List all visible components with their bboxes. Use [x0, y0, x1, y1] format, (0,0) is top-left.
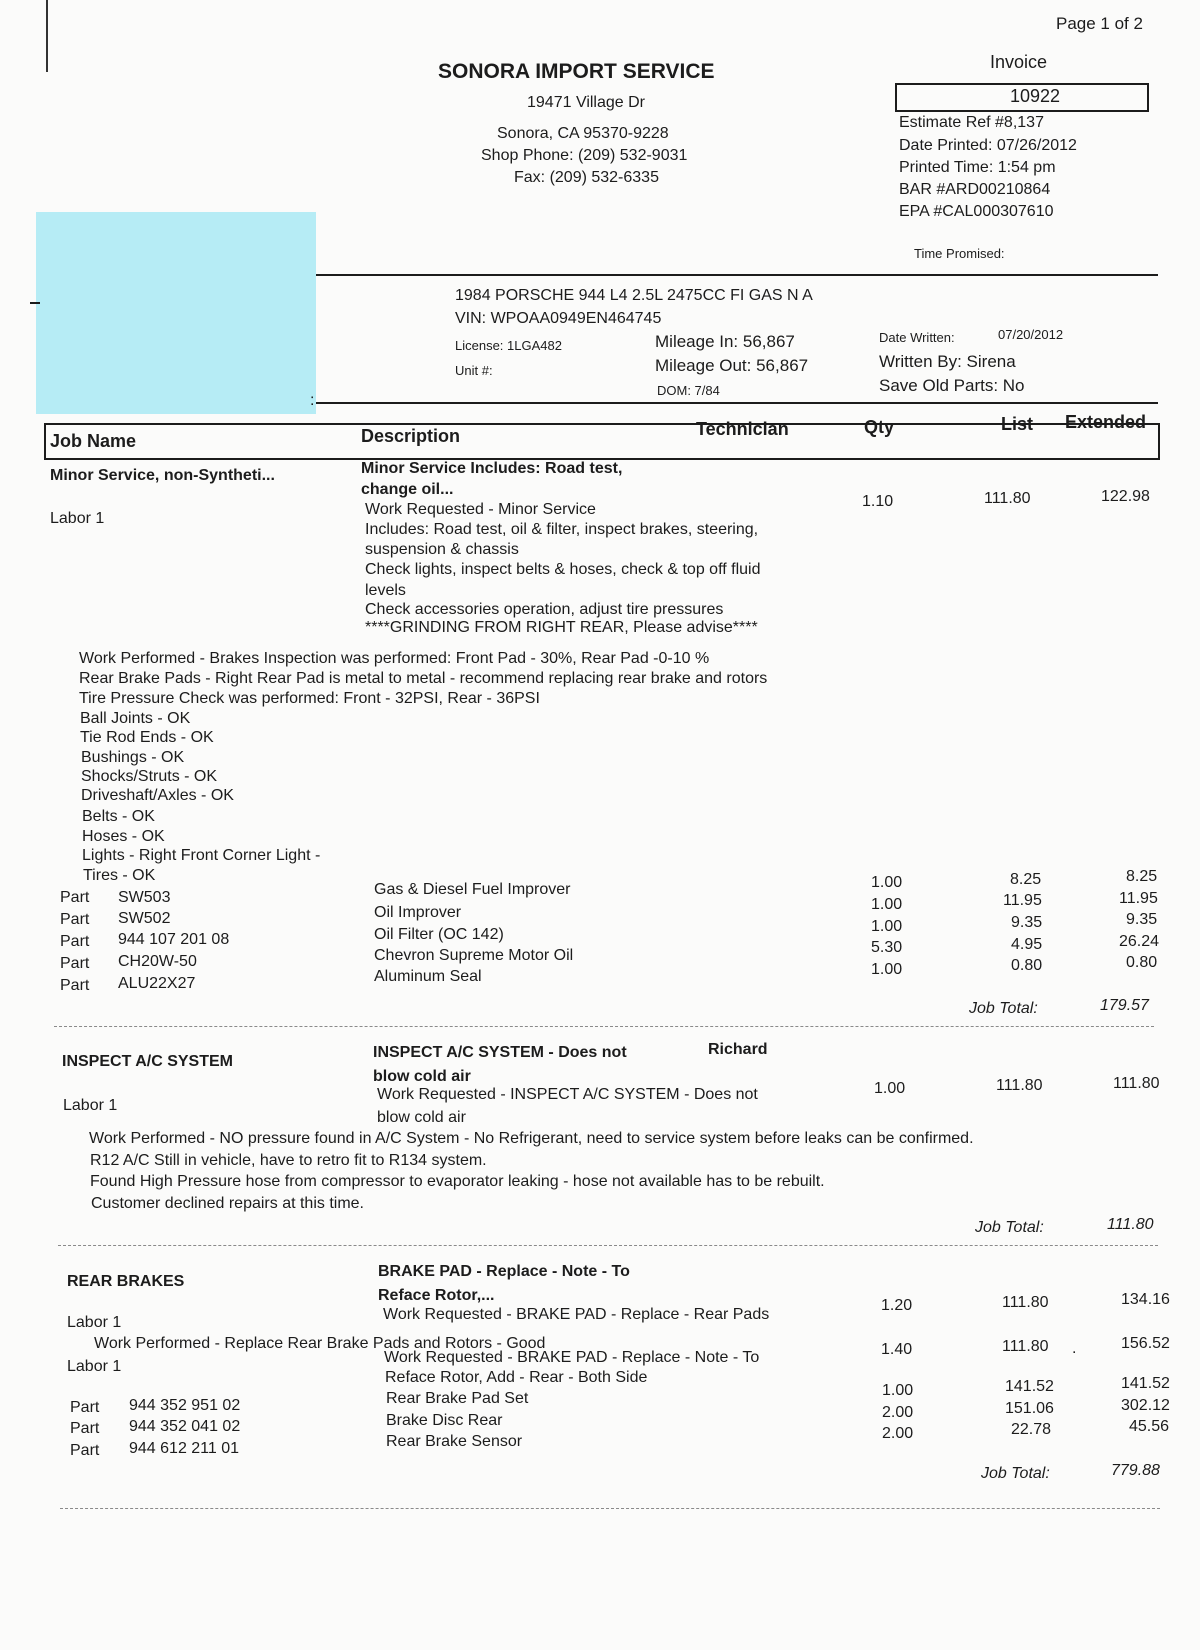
job2-labor-label: Labor 1	[63, 1097, 118, 1114]
written-by: Written By: Sirena	[879, 352, 1016, 371]
part-ext: 9.35	[1126, 911, 1158, 928]
redacted-customer-info	[36, 212, 316, 414]
col-list: List	[1001, 414, 1034, 434]
job1-desc-line: Includes: Road test, oil & filter, inspect brakes, steering,	[365, 521, 759, 538]
job1-name: Minor Service, non-Syntheti...	[50, 467, 275, 484]
job1-desc-line: Check accessories operation, adjust tire pressures	[365, 601, 724, 618]
part-number: 944 612 211 01	[129, 1440, 240, 1457]
part-desc: Oil Filter (OC 142)	[374, 926, 504, 943]
part-list: 151.06	[1005, 1400, 1054, 1417]
date-written-label: Date Written:	[879, 330, 955, 345]
job3-labor2-list: 111.80	[1002, 1338, 1049, 1355]
job1-desc-line: Check lights, inspect belts & hoses, check & top off fluid	[365, 561, 761, 578]
vehicle-dom: DOM: 7/84	[657, 383, 720, 398]
part-qty: 5.30	[871, 939, 903, 956]
job3-labor1-label: Labor 1	[67, 1314, 122, 1331]
shop-fax: Fax: (209) 532-6335	[514, 169, 659, 186]
job2-technician: Richard	[708, 1041, 768, 1058]
shop-city: Sonora, CA 95370-9228	[497, 125, 669, 142]
invoice-label: Invoice	[990, 52, 1048, 72]
part-number: ALU22X27	[118, 975, 196, 992]
part-number: SW502	[118, 910, 171, 927]
part-ext: 11.95	[1119, 890, 1158, 907]
col-job-name: Job Name	[50, 431, 137, 451]
shop-phone: Shop Phone: (209) 532-9031	[481, 147, 688, 164]
header-rule	[316, 274, 1158, 276]
job3-work-line: Work Performed - Replace Rear Brake Pads and Rotors - Good	[94, 1335, 546, 1352]
part-desc: Chevron Supreme Motor Oil	[374, 947, 574, 964]
part-list: 9.35	[1011, 914, 1043, 931]
job2-desc-title-1: INSPECT A/C SYSTEM - Does not	[373, 1044, 627, 1061]
vehicle-license: License: 1LGA482	[455, 338, 562, 353]
job2-name: INSPECT A/C SYSTEM	[62, 1053, 233, 1070]
job1-work-line: Rear Brake Pads - Right Rear Pad is metal to metal - recommend replacing rear brake and rotors	[79, 670, 768, 687]
job3-desc-title-1: BRAKE PAD - Replace - Note - To	[378, 1263, 630, 1280]
date-printed: Date Printed: 07/26/2012	[899, 137, 1077, 154]
part-list: 4.95	[1011, 936, 1043, 953]
column-header-row	[44, 423, 1160, 460]
job1-work-line: Shocks/Struts - OK	[81, 768, 218, 785]
part-qty: 2.00	[882, 1404, 914, 1421]
job2-work-line: Found High Pressure hose from compressor to evaporator leaking - hose not available has to be rebuilt.	[90, 1173, 825, 1190]
job2-desc-title-2: blow cold air	[373, 1068, 471, 1085]
part-ext: 8.25	[1126, 868, 1158, 885]
vehicle-rule	[316, 402, 1158, 404]
job1-labor-list: 111.80	[984, 490, 1031, 507]
job3-labor1-ext: 134.16	[1121, 1291, 1170, 1308]
part-type: Part	[60, 977, 90, 994]
part-desc: Rear Brake Pad Set	[386, 1390, 529, 1407]
part-number: CH20W-50	[118, 953, 197, 970]
job1-work-line: Work Performed - Brakes Inspection was performed: Front Pad - 30%, Rear Pad -0-10 %	[79, 650, 710, 667]
job1-desc-line: Work Requested - Minor Service	[365, 501, 596, 518]
time-promised: Time Promised:	[914, 246, 1005, 261]
shop-name: SONORA IMPORT SERVICE	[438, 60, 715, 83]
part-list: 0.80	[1011, 957, 1043, 974]
job2-desc-line: blow cold air	[377, 1109, 466, 1126]
bar-number: BAR #ARD00210864	[899, 181, 1051, 198]
job1-separator	[54, 1026, 1154, 1027]
job1-work-line: Ball Joints - OK	[80, 710, 191, 727]
part-ext: 45.56	[1129, 1418, 1170, 1435]
part-qty: 1.00	[882, 1382, 914, 1399]
vehicle-description: 1984 PORSCHE 944 L4 2.5L 2475CC FI GAS N A	[455, 287, 813, 304]
part-number: 944 352 951 02	[129, 1397, 241, 1414]
part-list: 8.25	[1010, 871, 1042, 888]
part-type: Part	[60, 933, 90, 950]
part-number: 944 352 041 02	[129, 1418, 241, 1435]
part-qty: 2.00	[882, 1425, 914, 1442]
job3-separator	[60, 1508, 1160, 1509]
date-written: 07/20/2012	[998, 327, 1064, 342]
job3-labor1-qty: 1.20	[881, 1297, 913, 1314]
part-number: 944 107 201 08	[118, 931, 230, 948]
job1-total-label: Job Total:	[969, 1000, 1038, 1017]
job3-labor2-label: Labor 1	[67, 1358, 122, 1375]
job1-work-line: Belts - OK	[82, 808, 155, 825]
job1-desc-line: ****GRINDING FROM RIGHT REAR, Please advise****	[365, 619, 758, 636]
col-technician: Technician	[696, 419, 789, 439]
mileage-in: Mileage In: 56,867	[655, 332, 795, 351]
job3-total-label: Job Total:	[981, 1465, 1050, 1482]
part-type: Part	[60, 955, 90, 972]
part-qty: 1.00	[871, 961, 903, 978]
job3-labor2-qty: 1.40	[881, 1341, 913, 1358]
job3-labor2-desc: Work Requested - BRAKE PAD - Replace - Note - To	[384, 1349, 760, 1366]
job1-total: 179.57	[1100, 997, 1149, 1014]
job2-separator	[58, 1245, 1158, 1246]
tick-mark	[30, 302, 40, 304]
vehicle-unit: Unit #:	[455, 363, 493, 378]
epa-number: EPA #CAL000307610	[899, 203, 1054, 220]
job1-work-line: Lights - Right Front Corner Light -	[82, 847, 321, 864]
part-list: 22.78	[1011, 1421, 1052, 1438]
job2-labor-ext: 111.80	[1113, 1075, 1160, 1092]
part-qty: 1.00	[871, 874, 903, 891]
part-type: Part	[70, 1399, 100, 1416]
job1-desc-title-2: change oil...	[361, 481, 454, 498]
part-type: Part	[70, 1442, 100, 1459]
part-number: SW503	[118, 889, 171, 906]
part-desc: Gas & Diesel Fuel Improver	[374, 881, 571, 898]
estimate-ref: Estimate Ref #8,137	[899, 114, 1044, 131]
col-extended: Extended	[1065, 412, 1147, 432]
page-number: Page 1 of 2	[1056, 14, 1143, 33]
job3-labor1-desc: Work Requested - BRAKE PAD - Replace - Rear Pads	[383, 1306, 770, 1323]
job1-work-line: Tires - OK	[83, 867, 156, 884]
part-ext: 302.12	[1121, 1397, 1170, 1414]
part-list: 11.95	[1003, 892, 1042, 909]
mileage-out: Mileage Out: 56,867	[655, 356, 809, 375]
part-ext: 0.80	[1126, 954, 1158, 971]
col-qty: Qty	[864, 417, 895, 437]
shop-street: 19471 Village Dr	[527, 94, 646, 111]
job1-work-line: Tie Rod Ends - OK	[80, 729, 214, 746]
part-qty: 1.00	[871, 918, 903, 935]
scan-edge-mark	[46, 0, 48, 72]
part-qty: 1.00	[871, 896, 903, 913]
job1-labor-label: Labor 1	[50, 510, 105, 527]
job2-work-line: R12 A/C Still in vehicle, have to retro fit to R134 system.	[90, 1152, 487, 1169]
printed-time: Printed Time: 1:54 pm	[899, 159, 1056, 176]
colon-mark: :	[310, 392, 315, 409]
job2-labor-list: 111.80	[996, 1077, 1043, 1094]
part-ext: 26.24	[1119, 933, 1160, 950]
job1-work-line: Driveshaft/Axles - OK	[81, 787, 234, 804]
invoice-number: 10922	[1010, 86, 1061, 106]
job2-labor-qty: 1.00	[874, 1080, 906, 1097]
vehicle-vin: VIN: WPOAA0949EN464745	[455, 310, 662, 327]
job2-work-line: Customer declined repairs at this time.	[91, 1195, 364, 1212]
job1-labor-ext: 122.98	[1101, 488, 1150, 505]
part-desc: Oil Improver	[374, 904, 462, 921]
part-list: 141.52	[1005, 1378, 1054, 1395]
part-desc: Brake Disc Rear	[386, 1412, 503, 1429]
job3-labor2-ext: 156.52	[1121, 1335, 1170, 1352]
col-description: Description	[361, 426, 461, 446]
job2-total: 111.80	[1107, 1216, 1154, 1233]
job3-desc-title-2: Reface Rotor,...	[378, 1287, 495, 1304]
job2-total-label: Job Total:	[975, 1219, 1044, 1236]
job1-work-line: Hoses - OK	[82, 828, 165, 845]
job1-labor-qty: 1.10	[862, 493, 894, 510]
part-desc: Aluminum Seal	[374, 968, 482, 985]
part-ext: 141.52	[1121, 1375, 1170, 1392]
job3-labor2-desc: Reface Rotor, Add - Rear - Both Side	[385, 1369, 648, 1386]
part-type: Part	[70, 1420, 100, 1437]
part-type: Part	[60, 889, 90, 906]
job3-name: REAR BRAKES	[67, 1273, 185, 1290]
part-type: Part	[60, 911, 90, 928]
dot-mark: .	[1072, 1340, 1077, 1357]
job3-labor1-list: 111.80	[1002, 1294, 1049, 1311]
save-old-parts: Save Old Parts: No	[879, 376, 1025, 395]
job1-desc-line: suspension & chassis	[365, 541, 519, 558]
job1-desc-title-1: Minor Service Includes: Road test,	[361, 460, 623, 477]
job2-work-line: Work Performed - NO pressure found in A/C System - No Refrigerant, need to service system before leaks can be confirmed.	[89, 1130, 974, 1147]
job1-desc-line: levels	[365, 582, 406, 599]
job1-work-line: Tire Pressure Check was performed: Front - 32PSI, Rear - 36PSI	[79, 690, 540, 707]
job3-total: 779.88	[1111, 1462, 1160, 1479]
job2-desc-line: Work Requested - INSPECT A/C SYSTEM - Does not	[377, 1086, 758, 1103]
job1-work-line: Bushings - OK	[81, 749, 185, 766]
part-desc: Rear Brake Sensor	[386, 1433, 523, 1450]
